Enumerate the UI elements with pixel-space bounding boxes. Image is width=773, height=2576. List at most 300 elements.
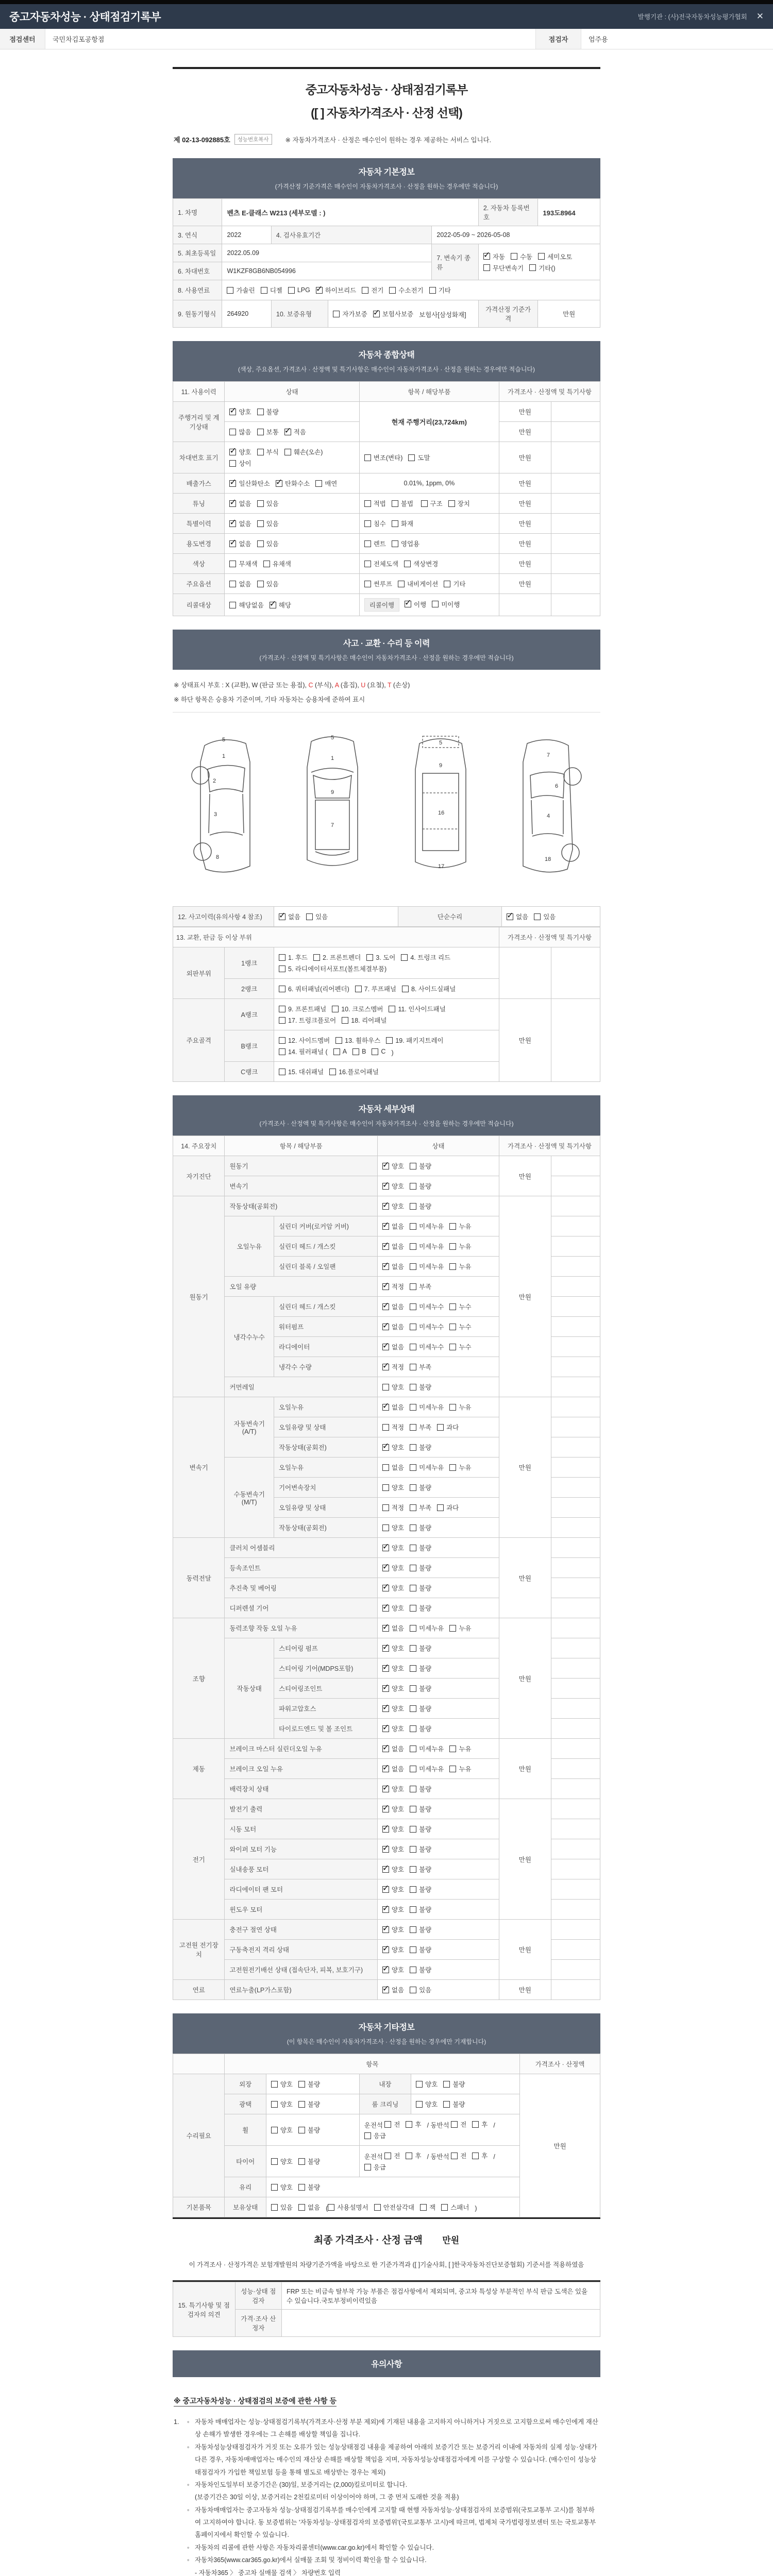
checkbox-option[interactable]: [382, 1222, 404, 1231]
checkbox-option[interactable]: [332, 1004, 383, 1013]
checkbox-option[interactable]: [229, 539, 251, 548]
checkbox-icon[interactable]: [410, 1866, 416, 1873]
checkbox-option[interactable]: [410, 1402, 444, 1412]
checkbox-option[interactable]: [410, 1523, 431, 1532]
checkbox-icon[interactable]: [449, 1344, 456, 1350]
checkbox-icon[interactable]: [410, 1303, 416, 1310]
checkbox-icon[interactable]: [410, 1987, 416, 1993]
checkbox-option[interactable]: [372, 1048, 385, 1055]
checkbox-option[interactable]: [382, 1382, 404, 1392]
checkbox-icon[interactable]: [401, 954, 408, 961]
checkbox-icon[interactable]: [288, 287, 295, 294]
checkbox-icon[interactable]: [382, 1504, 389, 1511]
checkbox-option[interactable]: [410, 1322, 444, 1331]
checkbox-option[interactable]: [373, 309, 413, 318]
checkbox-option[interactable]: [329, 1067, 379, 1076]
checkbox-icon[interactable]: [384, 2121, 391, 2128]
checkbox-icon[interactable]: [261, 287, 267, 294]
checkbox-icon[interactable]: [448, 500, 455, 507]
checked-checkbox-icon[interactable]: [382, 1404, 389, 1411]
checkbox-option[interactable]: [333, 1048, 347, 1055]
checkbox-option[interactable]: [382, 1804, 404, 1814]
checkbox-option[interactable]: [229, 519, 251, 528]
checkbox-icon[interactable]: [382, 1384, 389, 1391]
checkbox-icon[interactable]: [342, 1017, 348, 1024]
checkbox-option[interactable]: [362, 285, 383, 295]
checkbox-option[interactable]: [401, 953, 450, 962]
checkbox-option[interactable]: [410, 1744, 444, 1753]
checkbox-option[interactable]: [298, 2202, 320, 2212]
checkbox-option[interactable]: [421, 499, 443, 508]
checkbox-icon[interactable]: [410, 1404, 416, 1411]
checkbox-icon[interactable]: [364, 500, 371, 507]
checkbox-option[interactable]: [382, 1965, 404, 1974]
checkbox-option[interactable]: [511, 252, 532, 261]
checked-checkbox-icon[interactable]: [382, 1846, 389, 1853]
checkbox-option[interactable]: [279, 984, 349, 993]
checkbox-option[interactable]: [382, 1402, 404, 1412]
checkbox-icon[interactable]: [406, 2121, 412, 2128]
checkbox-icon[interactable]: [382, 1484, 389, 1491]
checkbox-option[interactable]: [279, 1004, 326, 1013]
checkbox-icon[interactable]: [279, 986, 285, 992]
checked-checkbox-icon[interactable]: [382, 1826, 389, 1833]
checkbox-option[interactable]: [382, 1543, 404, 1552]
checkbox-option[interactable]: [410, 1342, 444, 1351]
checkbox-icon[interactable]: [410, 1444, 416, 1451]
checkbox-option[interactable]: [364, 2131, 386, 2140]
checkbox-icon[interactable]: [416, 2101, 423, 2108]
checkbox-icon[interactable]: [384, 2153, 391, 2159]
checkbox-option[interactable]: [382, 1684, 404, 1693]
checked-checkbox-icon[interactable]: [382, 1203, 389, 1210]
checkbox-icon[interactable]: [410, 1645, 416, 1652]
checkbox-option[interactable]: [229, 407, 251, 416]
checkbox-icon[interactable]: [451, 2121, 458, 2128]
checkbox-icon[interactable]: [298, 2081, 305, 2088]
checkbox-option[interactable]: [449, 1322, 471, 1331]
checkbox-option[interactable]: [410, 1422, 431, 1432]
checkbox-icon[interactable]: [333, 1048, 340, 1055]
checkbox-option[interactable]: [257, 407, 279, 416]
checkbox-option[interactable]: [382, 1925, 404, 1934]
checkbox-option[interactable]: [410, 1483, 431, 1492]
checkbox-icon[interactable]: [483, 264, 490, 271]
checkbox-icon[interactable]: [279, 1048, 285, 1055]
checkbox-option[interactable]: [270, 600, 291, 609]
checkbox-option[interactable]: [534, 912, 556, 921]
checked-checkbox-icon[interactable]: [229, 480, 236, 487]
checkbox-option[interactable]: [257, 427, 279, 436]
checkbox-option[interactable]: [392, 519, 413, 528]
checkbox-icon[interactable]: [313, 954, 320, 961]
checked-checkbox-icon[interactable]: [382, 1645, 389, 1652]
checkbox-option[interactable]: [271, 2157, 293, 2166]
checkbox-option[interactable]: [437, 1503, 459, 1512]
checkbox-option[interactable]: [443, 2099, 465, 2109]
checkbox-icon[interactable]: [449, 1464, 456, 1471]
checkbox-icon[interactable]: [410, 1585, 416, 1591]
checkbox-option[interactable]: [315, 479, 337, 488]
checkbox-icon[interactable]: [328, 2204, 334, 2211]
checkbox-option[interactable]: [382, 1262, 404, 1271]
checkbox-option[interactable]: [410, 1623, 444, 1633]
checkbox-icon[interactable]: [372, 1048, 378, 1055]
checked-checkbox-icon[interactable]: [382, 1926, 389, 1933]
checked-checkbox-icon[interactable]: [382, 1866, 389, 1873]
checkbox-icon[interactable]: [410, 1263, 416, 1270]
checkbox-icon[interactable]: [410, 1946, 416, 1953]
checkbox-option[interactable]: [382, 1945, 404, 1954]
checkbox-icon[interactable]: [284, 449, 291, 455]
checkbox-option[interactable]: [279, 1015, 336, 1025]
checked-checkbox-icon[interactable]: [279, 913, 285, 920]
checked-checkbox-icon[interactable]: [382, 1625, 389, 1632]
checked-checkbox-icon[interactable]: [507, 913, 513, 920]
checked-checkbox-icon[interactable]: [229, 520, 236, 527]
checkbox-option[interactable]: [410, 1282, 431, 1291]
checkbox-icon[interactable]: [392, 500, 398, 507]
checkbox-option[interactable]: [483, 263, 524, 273]
checked-checkbox-icon[interactable]: [382, 1183, 389, 1190]
checkbox-option[interactable]: [382, 1362, 404, 1371]
checkbox-option[interactable]: [364, 453, 403, 462]
checkbox-option[interactable]: [392, 499, 413, 508]
checkbox-icon[interactable]: [333, 311, 340, 317]
checkbox-icon[interactable]: [444, 581, 450, 587]
checkbox-icon[interactable]: [538, 253, 545, 260]
checkbox-option[interactable]: [229, 600, 263, 609]
checkbox-option[interactable]: [364, 579, 392, 588]
checkbox-option[interactable]: [284, 447, 323, 456]
checkbox-option[interactable]: [364, 519, 386, 528]
checkbox-option[interactable]: [410, 1503, 431, 1512]
checkbox-option[interactable]: [410, 1563, 431, 1572]
checkbox-icon[interactable]: [271, 2204, 278, 2211]
checked-checkbox-icon[interactable]: [382, 1705, 389, 1712]
checked-checkbox-icon[interactable]: [229, 409, 236, 415]
checkbox-icon[interactable]: [271, 2158, 278, 2165]
checked-checkbox-icon[interactable]: [382, 1324, 389, 1330]
checked-checkbox-icon[interactable]: [382, 1665, 389, 1672]
checkbox-icon[interactable]: [429, 287, 436, 294]
checkbox-option[interactable]: [382, 1764, 404, 1773]
checkbox-option[interactable]: [449, 1262, 471, 1271]
checkbox-icon[interactable]: [449, 1243, 456, 1250]
checkbox-icon[interactable]: [449, 1324, 456, 1330]
checkbox-icon[interactable]: [271, 2081, 278, 2088]
checkbox-option[interactable]: [284, 427, 306, 436]
checkbox-option[interactable]: [384, 2120, 400, 2129]
checkbox-option[interactable]: [410, 1583, 431, 1592]
checkbox-icon[interactable]: [511, 253, 517, 260]
checkbox-icon[interactable]: [398, 581, 405, 587]
checkbox-icon[interactable]: [279, 954, 285, 961]
checkbox-option[interactable]: [410, 1724, 431, 1733]
checkbox-icon[interactable]: [271, 2101, 278, 2108]
checkbox-icon[interactable]: [421, 500, 428, 507]
checkbox-option[interactable]: [229, 559, 257, 568]
checkbox-option[interactable]: [410, 1804, 431, 1814]
checkbox-icon[interactable]: [449, 1223, 456, 1230]
checkbox-option[interactable]: [229, 499, 251, 508]
checkbox-option[interactable]: [288, 286, 310, 294]
checkbox-option[interactable]: [313, 953, 361, 962]
checkbox-icon[interactable]: [298, 2204, 305, 2211]
checkbox-option[interactable]: [382, 1724, 404, 1733]
checkbox-option[interactable]: [279, 1067, 324, 1076]
checked-checkbox-icon[interactable]: [373, 311, 380, 317]
checkbox-option[interactable]: [441, 2202, 469, 2212]
checkbox-icon[interactable]: [449, 1263, 456, 1270]
close-icon[interactable]: ✕: [756, 11, 764, 21]
checkbox-option[interactable]: [408, 453, 430, 462]
checkbox-icon[interactable]: [410, 1625, 416, 1632]
checkbox-option[interactable]: [263, 559, 291, 568]
checkbox-option[interactable]: [472, 2120, 488, 2129]
checkbox-icon[interactable]: [229, 602, 236, 608]
checkbox-icon[interactable]: [410, 1766, 416, 1772]
copy-performance-number-button[interactable]: 성능번호복사: [234, 134, 272, 145]
checked-checkbox-icon[interactable]: [382, 1585, 389, 1591]
checkbox-icon[interactable]: [443, 2101, 450, 2108]
checkbox-option[interactable]: [392, 539, 419, 548]
checkbox-icon[interactable]: [382, 1424, 389, 1431]
checkbox-option[interactable]: [410, 1362, 431, 1371]
checkbox-icon[interactable]: [410, 1846, 416, 1853]
checkbox-option[interactable]: [451, 2120, 466, 2129]
checkbox-option[interactable]: [298, 2079, 320, 2089]
checkbox-option[interactable]: [449, 1402, 471, 1412]
checked-checkbox-icon[interactable]: [382, 1444, 389, 1451]
checkbox-icon[interactable]: [366, 954, 373, 961]
checkbox-icon[interactable]: [472, 2121, 479, 2128]
checkbox-option[interactable]: [405, 600, 426, 609]
checkbox-icon[interactable]: [410, 1464, 416, 1471]
checkbox-icon[interactable]: [257, 540, 264, 547]
checkbox-option[interactable]: [382, 1603, 404, 1613]
checked-checkbox-icon[interactable]: [382, 1946, 389, 1953]
checkbox-option[interactable]: [328, 2202, 368, 2212]
checked-checkbox-icon[interactable]: [382, 1223, 389, 1230]
checkbox-icon[interactable]: [410, 1685, 416, 1692]
checkbox-icon[interactable]: [410, 1565, 416, 1571]
checked-checkbox-icon[interactable]: [382, 1303, 389, 1310]
checkbox-icon[interactable]: [410, 1745, 416, 1752]
checkbox-option[interactable]: [410, 1382, 431, 1392]
checkbox-option[interactable]: [410, 1181, 431, 1191]
checked-checkbox-icon[interactable]: [382, 1344, 389, 1350]
checkbox-icon[interactable]: [410, 1203, 416, 1210]
checkbox-option[interactable]: [449, 1764, 471, 1773]
checkbox-icon[interactable]: [257, 409, 264, 415]
checkbox-icon[interactable]: [410, 1344, 416, 1350]
checkbox-option[interactable]: [444, 579, 465, 588]
checkbox-option[interactable]: [410, 1463, 444, 1472]
checkbox-option[interactable]: [382, 1242, 404, 1251]
checkbox-option[interactable]: [229, 447, 251, 456]
checkbox-option[interactable]: [483, 252, 505, 261]
checkbox-option[interactable]: [429, 285, 451, 295]
checkbox-icon[interactable]: [437, 1504, 444, 1511]
checkbox-icon[interactable]: [298, 2184, 305, 2191]
checked-checkbox-icon[interactable]: [382, 1786, 389, 1792]
checkbox-option[interactable]: [410, 1242, 444, 1251]
checkbox-option[interactable]: [229, 427, 251, 436]
checkbox-icon[interactable]: [410, 1223, 416, 1230]
checked-checkbox-icon[interactable]: [284, 429, 291, 435]
checkbox-icon[interactable]: [364, 520, 371, 527]
checkbox-option[interactable]: [443, 2079, 465, 2089]
checked-checkbox-icon[interactable]: [382, 1987, 389, 1993]
checkbox-icon[interactable]: [271, 2127, 278, 2133]
checkbox-option[interactable]: [279, 953, 308, 962]
checkbox-icon[interactable]: [451, 2153, 458, 2159]
checkbox-option[interactable]: [271, 2079, 293, 2089]
checkbox-option[interactable]: [410, 1684, 431, 1693]
checkbox-option[interactable]: [276, 479, 310, 488]
checkbox-icon[interactable]: [410, 1283, 416, 1290]
checkbox-icon[interactable]: [257, 520, 264, 527]
checkbox-icon[interactable]: [449, 1745, 456, 1752]
checkbox-option[interactable]: [410, 1945, 431, 1954]
checked-checkbox-icon[interactable]: [382, 1565, 389, 1571]
checkbox-icon[interactable]: [410, 1384, 416, 1391]
checkbox-icon[interactable]: [437, 1424, 444, 1431]
checkbox-icon[interactable]: [416, 2081, 423, 2088]
checked-checkbox-icon[interactable]: [382, 1766, 389, 1772]
checkbox-icon[interactable]: [410, 1484, 416, 1491]
checkbox-option[interactable]: [451, 2151, 466, 2160]
checked-checkbox-icon[interactable]: [229, 500, 236, 507]
checkbox-icon[interactable]: [257, 500, 264, 507]
checkbox-icon[interactable]: [410, 1665, 416, 1672]
checkbox-option[interactable]: [432, 600, 460, 609]
checkbox-option[interactable]: [271, 2182, 293, 2192]
checkbox-icon[interactable]: [382, 1464, 389, 1471]
checkbox-icon[interactable]: [389, 287, 396, 294]
checkbox-option[interactable]: [410, 1664, 431, 1673]
checkbox-icon[interactable]: [410, 1183, 416, 1190]
checkbox-option[interactable]: [410, 1844, 431, 1854]
checkbox-option[interactable]: [529, 263, 555, 273]
checkbox-icon[interactable]: [432, 601, 439, 607]
checkbox-option[interactable]: [382, 1824, 404, 1834]
checkbox-icon[interactable]: [529, 264, 536, 271]
checked-checkbox-icon[interactable]: [382, 1163, 389, 1170]
checkbox-option[interactable]: [382, 1161, 404, 1171]
checkbox-option[interactable]: [404, 559, 438, 568]
checkbox-option[interactable]: [261, 285, 282, 295]
checked-checkbox-icon[interactable]: [382, 1745, 389, 1752]
checkbox-option[interactable]: [364, 539, 386, 548]
checkbox-option[interactable]: [298, 2182, 320, 2192]
checkbox-option[interactable]: [306, 912, 328, 921]
checkbox-icon[interactable]: [392, 520, 398, 527]
checked-checkbox-icon[interactable]: [229, 540, 236, 547]
checked-checkbox-icon[interactable]: [382, 1605, 389, 1612]
checkbox-option[interactable]: [279, 964, 386, 973]
checkbox-option[interactable]: [382, 1784, 404, 1793]
checkbox-option[interactable]: [410, 1643, 431, 1653]
checkbox-icon[interactable]: [279, 1037, 285, 1044]
checkbox-option[interactable]: [472, 2151, 488, 2160]
checkbox-icon[interactable]: [298, 2101, 305, 2108]
checkbox-option[interactable]: [398, 579, 438, 588]
checkbox-option[interactable]: [410, 1784, 431, 1793]
checkbox-option[interactable]: [410, 1161, 431, 1171]
checkbox-option[interactable]: [410, 1704, 431, 1713]
checked-checkbox-icon[interactable]: [382, 1906, 389, 1913]
checkbox-option[interactable]: [374, 2202, 414, 2212]
checkbox-icon[interactable]: [449, 1404, 456, 1411]
checkbox-icon[interactable]: [408, 454, 415, 461]
checkbox-icon[interactable]: [410, 1364, 416, 1370]
checkbox-option[interactable]: [364, 499, 386, 508]
checkbox-icon[interactable]: [257, 581, 264, 587]
checkbox-option[interactable]: [279, 1047, 328, 1056]
checkbox-option[interactable]: [271, 2125, 293, 2134]
checkbox-icon[interactable]: [392, 540, 398, 547]
checkbox-icon[interactable]: [355, 986, 362, 992]
checkbox-option[interactable]: [382, 1422, 404, 1432]
checkbox-icon[interactable]: [410, 1243, 416, 1250]
checkbox-option[interactable]: [538, 252, 572, 261]
checkbox-icon[interactable]: [410, 1705, 416, 1712]
checkbox-icon[interactable]: [315, 480, 322, 487]
checkbox-icon[interactable]: [420, 2204, 427, 2211]
checkbox-icon[interactable]: [332, 1006, 339, 1012]
checkbox-icon[interactable]: [374, 2204, 381, 2211]
checkbox-icon[interactable]: [352, 1048, 359, 1055]
checked-checkbox-icon[interactable]: [229, 449, 236, 455]
checkbox-option[interactable]: [382, 1844, 404, 1854]
checkbox-option[interactable]: [382, 1483, 404, 1492]
checkbox-option[interactable]: [229, 579, 251, 588]
checkbox-icon[interactable]: [229, 581, 236, 587]
checkbox-option[interactable]: [416, 2099, 438, 2109]
checked-checkbox-icon[interactable]: [382, 1806, 389, 1812]
checkbox-icon[interactable]: [404, 561, 411, 567]
checkbox-icon[interactable]: [364, 561, 371, 567]
checkbox-icon[interactable]: [410, 1725, 416, 1732]
checked-checkbox-icon[interactable]: [382, 1886, 389, 1893]
checkbox-option[interactable]: [382, 1664, 404, 1673]
checkbox-option[interactable]: [366, 953, 395, 962]
checkbox-option[interactable]: [257, 579, 279, 588]
checkbox-option[interactable]: [382, 1201, 404, 1211]
checkbox-option[interactable]: [229, 479, 270, 488]
checked-checkbox-icon[interactable]: [270, 602, 276, 608]
checkbox-option[interactable]: [257, 519, 279, 528]
checked-checkbox-icon[interactable]: [483, 253, 490, 260]
checkbox-option[interactable]: [342, 1015, 386, 1025]
checkbox-option[interactable]: [382, 1503, 404, 1512]
checkbox-icon[interactable]: [362, 287, 368, 294]
checkbox-icon[interactable]: [229, 460, 236, 467]
checkbox-option[interactable]: [410, 1543, 431, 1552]
checkbox-icon[interactable]: [389, 1006, 395, 1012]
checkbox-option[interactable]: [382, 1744, 404, 1753]
checkbox-icon[interactable]: [257, 449, 264, 455]
checkbox-icon[interactable]: [279, 1006, 285, 1012]
checkbox-option[interactable]: [382, 1342, 404, 1351]
checkbox-option[interactable]: [333, 309, 367, 318]
checkbox-icon[interactable]: [364, 2132, 371, 2139]
checkbox-option[interactable]: [410, 1201, 431, 1211]
checkbox-option[interactable]: [382, 1623, 404, 1633]
checkbox-option[interactable]: [449, 1302, 471, 1311]
